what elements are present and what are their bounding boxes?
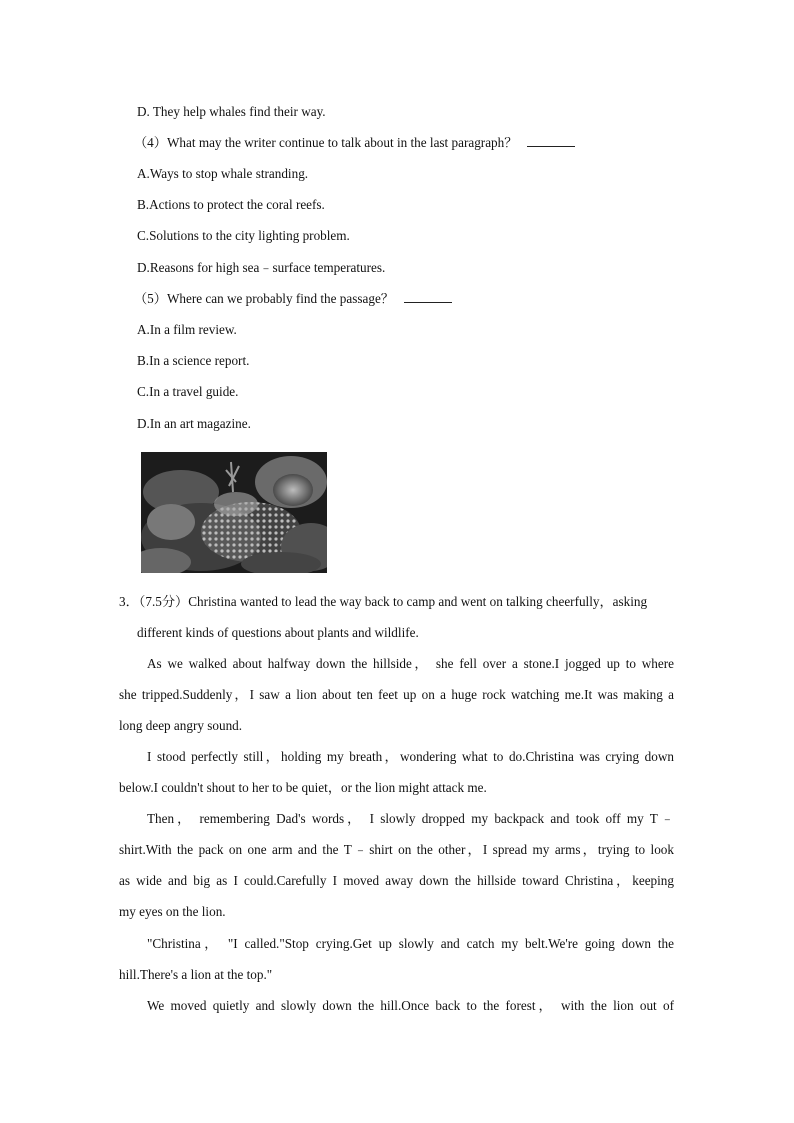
q3-line-7: below.I couldn't shout to her to be quiet，or the lion might attack me. bbox=[119, 780, 487, 795]
q3-line-6: I stood perfectly still，holding my breath，wondering what to do.Christina was crying down bbox=[147, 749, 674, 764]
q5-option-b: B.In a science report. bbox=[137, 353, 250, 368]
q3-line-8: Then， remembering Dad's words， I slowly dropped my backpack and took off my T﹣ bbox=[147, 811, 674, 826]
q5-option-c: C.In a travel guide. bbox=[137, 384, 239, 399]
q4-option-a: A.Ways to stop whale stranding. bbox=[137, 166, 309, 181]
q5-option-d: D.In an art magazine. bbox=[137, 416, 251, 431]
q5-stem bbox=[134, 291, 452, 307]
q4-answer-blank[interactable] bbox=[527, 136, 575, 147]
q3-line-13: hill.There's a lion at the top." bbox=[119, 967, 273, 982]
q3-line-14: We moved quietly and slowly down the hill.Once back to the forest， with the lion out of bbox=[147, 998, 674, 1013]
q3-line-4: she tripped.Suddenly，I saw a lion about ten feet up on a huge rock watching me.It was making a bbox=[119, 687, 674, 702]
coral-reef-photo bbox=[141, 452, 327, 573]
q5-stem-text: （5）Where can we probably find the passage？ bbox=[134, 291, 394, 306]
q4-option-d: D.Reasons for high sea﹣surface temperatures. bbox=[137, 260, 386, 275]
coral-reef-illustration bbox=[141, 452, 327, 573]
q3-line-5: long deep angry sound. bbox=[119, 718, 243, 733]
q3-number: 3． bbox=[119, 594, 139, 609]
q3-text-1: Christina wanted to lead the way back to camp and went on talking cheerfully，asking bbox=[188, 594, 648, 609]
q3-line-11: my eyes on the lion. bbox=[119, 904, 226, 919]
q3-score: （7.5分） bbox=[138, 594, 189, 609]
q5-option-a: A.In a film review. bbox=[137, 322, 237, 337]
q4-option-c: C.Solutions to the city lighting problem. bbox=[137, 228, 350, 243]
q3-line-2: different kinds of questions about plants and wildlife. bbox=[137, 625, 419, 640]
q3-line-12: "Christina， "I called."Stop crying.Get up slowly and catch my belt.We're going down the bbox=[147, 936, 674, 951]
q4-option-b: B.Actions to protect the coral reefs. bbox=[137, 197, 325, 212]
q3-line-10: as wide and big as I could.Carefully I moved away down the hillside toward Christina，keeping bbox=[119, 873, 674, 888]
q3-line-9: shirt.With the pack on one arm and the T﹣shirt on the other，I spread my arms，trying to look bbox=[119, 842, 674, 857]
q5-answer-blank[interactable] bbox=[404, 292, 452, 303]
q3-option-d: D. They help whales find their way. bbox=[137, 104, 326, 119]
q4-stem bbox=[134, 135, 575, 151]
q3-line-3: As we walked about halfway down the hillside， she fell over a stone.I jogged up to where bbox=[147, 656, 674, 671]
q4-stem-text: （4）What may the writer continue to talk about in the last paragraph？ bbox=[134, 135, 518, 150]
q3-line-1 bbox=[119, 594, 647, 610]
